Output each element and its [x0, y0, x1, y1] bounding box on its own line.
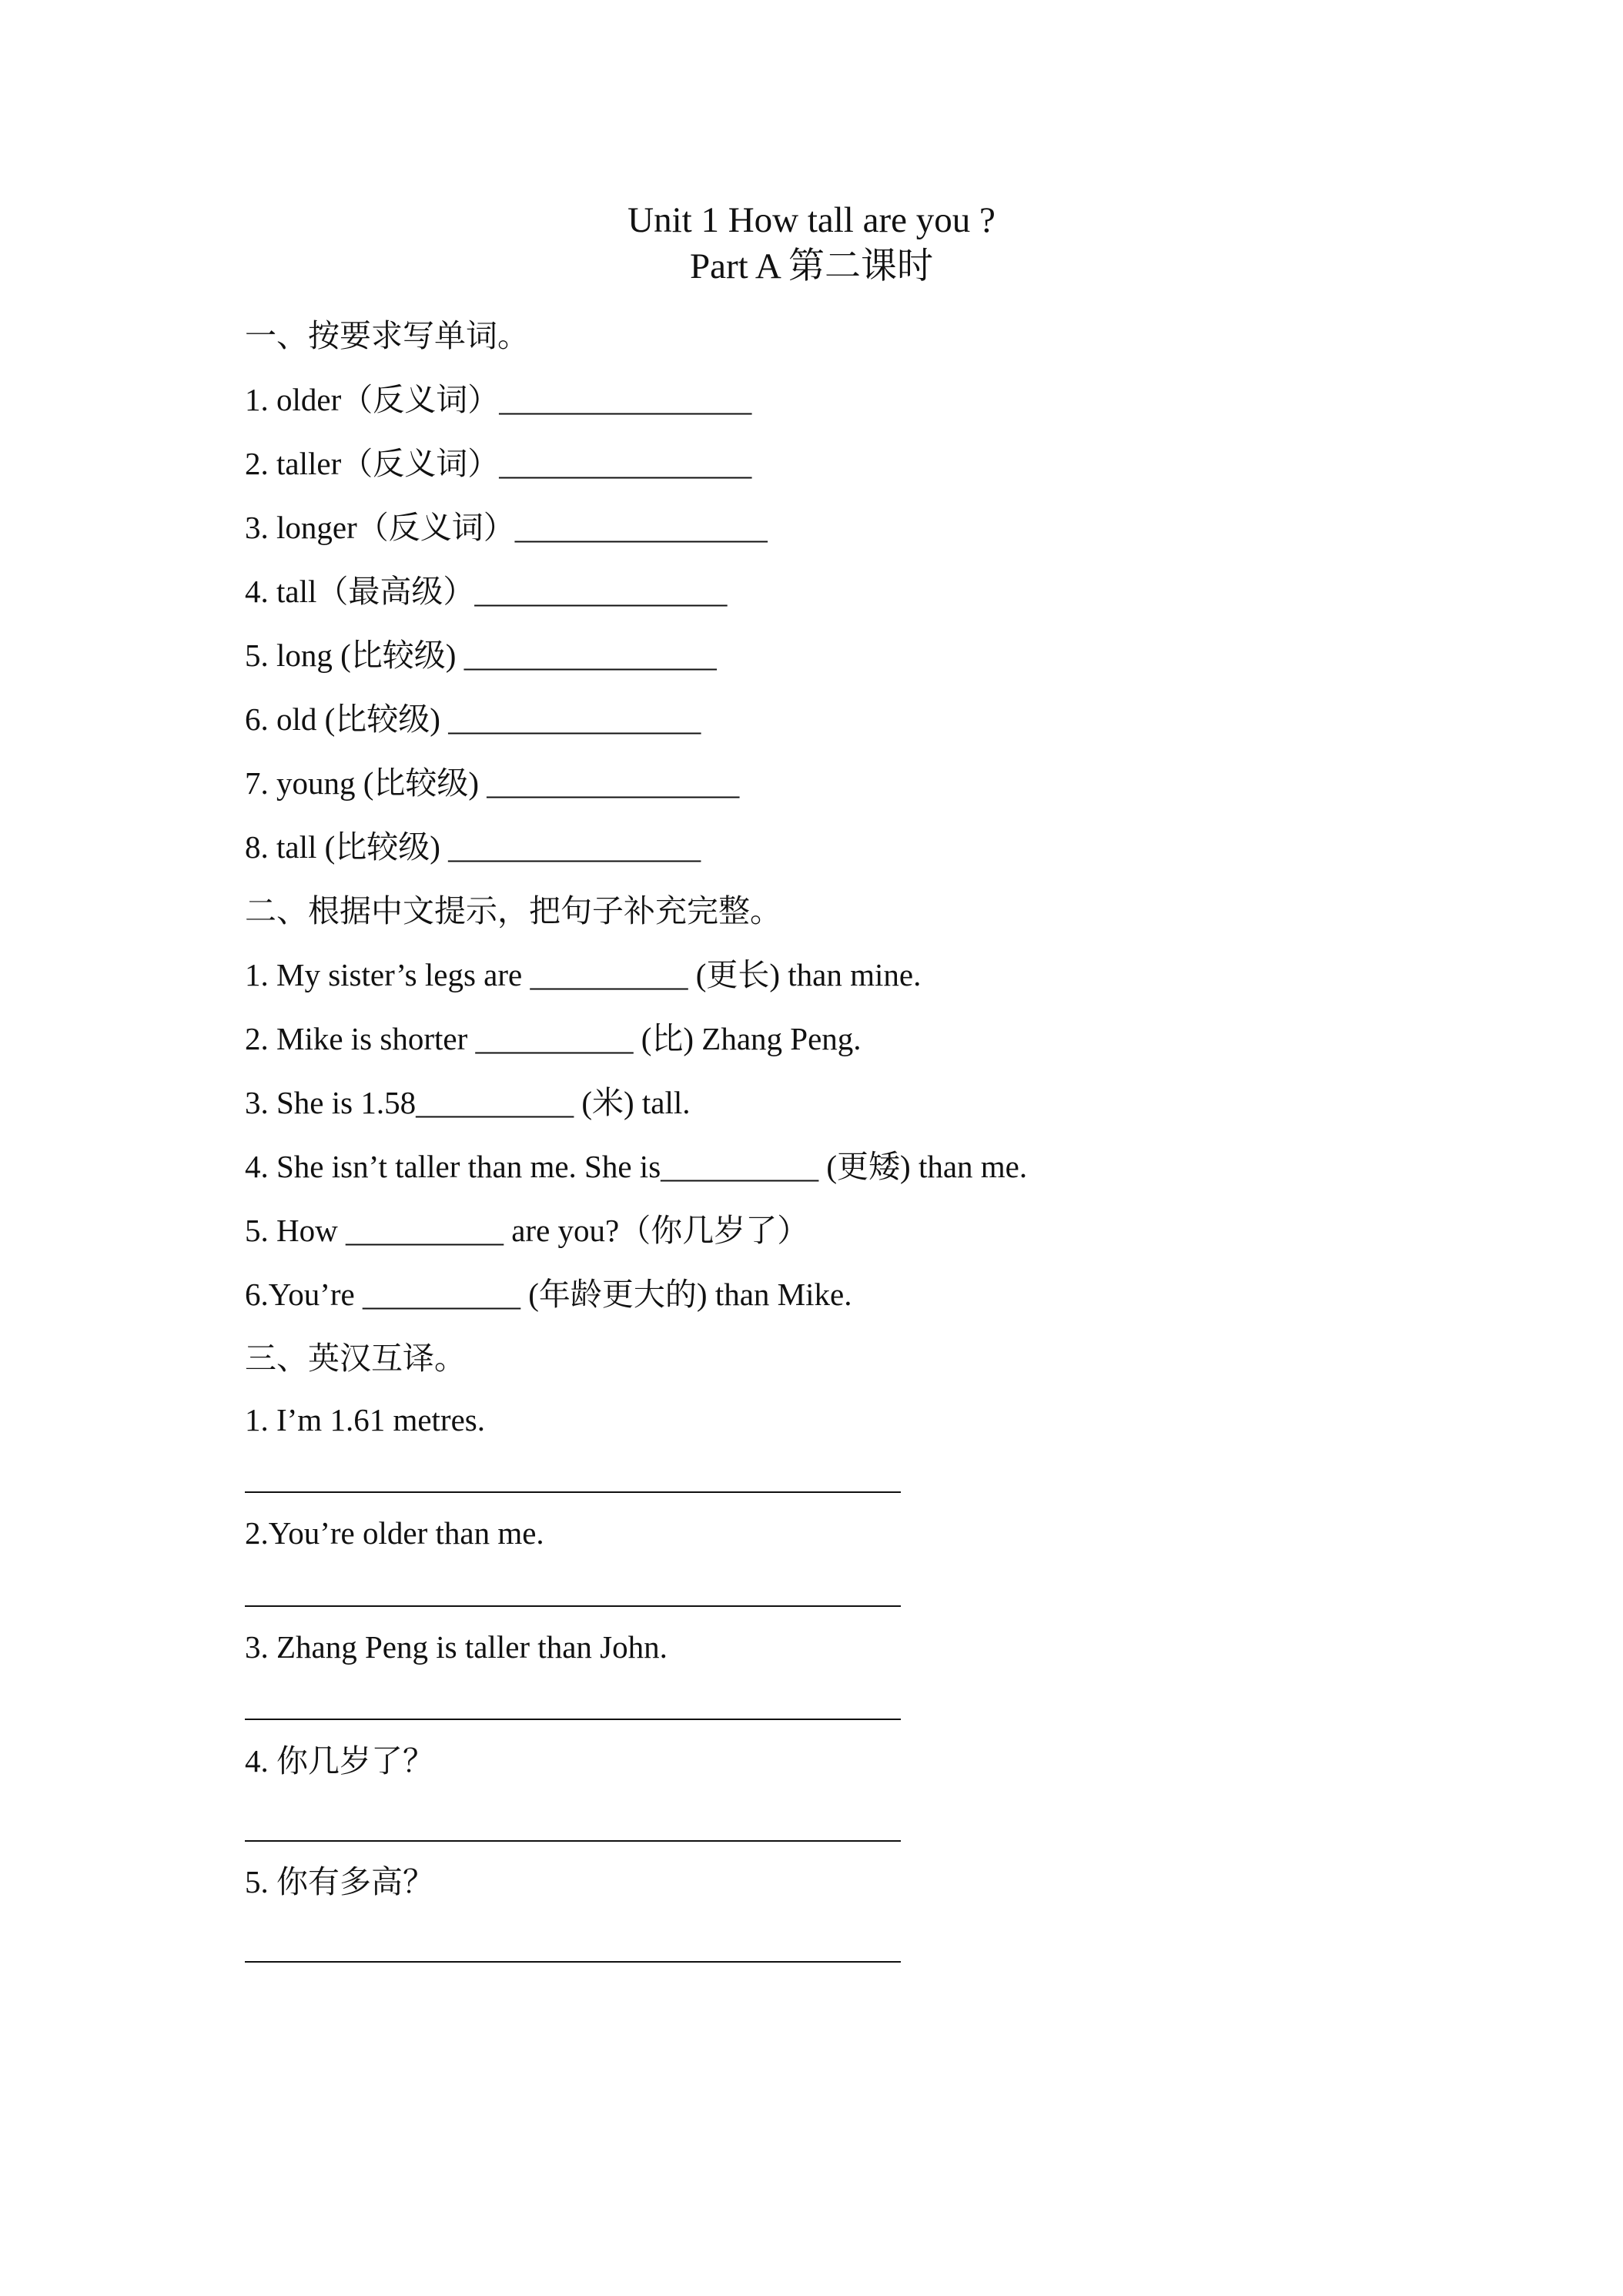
section3-question-3: 3. Zhang Peng is taller than John.: [245, 1629, 668, 1665]
section1-heading: 一、按要求写单词。: [245, 318, 529, 353]
page-title: Unit 1 How tall are you ?: [627, 200, 996, 240]
section3-question-4: 4. 你几岁了？: [245, 1743, 434, 1779]
section2-question-5: 5. How __________ are you?（你几岁了）: [245, 1213, 809, 1248]
answer-line-2: [245, 1605, 901, 1607]
section3-question-5: 5. 你有多高？: [245, 1864, 434, 1899]
section2-question-4: 4. She isn’t taller than me. She is__________ (更矮) than me.: [245, 1149, 1028, 1184]
section3-question-2: 2.You’re older than me.: [245, 1515, 544, 1551]
section1-question-3: 3. longer（反义词）________________: [245, 510, 768, 545]
answer-line-1: [245, 1491, 901, 1493]
section1-question-2: 2. taller（反义词）________________: [245, 446, 752, 481]
section1-question-5: 5. long (比较级) ________________: [245, 638, 717, 673]
section1-question-7: 7. young (比较级) ________________: [245, 765, 740, 801]
section1-question-6: 6. old (比较级) ________________: [245, 701, 701, 737]
section1-question-8: 8. tall (比较级) ________________: [245, 829, 701, 865]
answer-line-5: [245, 1961, 901, 1963]
section2-question-2: 2. Mike is shorter __________ (比) Zhang Peng.: [245, 1021, 862, 1056]
section1-question-1: 1. older（反义词）________________: [245, 382, 752, 417]
section3-heading: 三、英汉互译。: [245, 1340, 466, 1376]
section2-question-1: 1. My sister’s legs are __________ (更长) than mine.: [245, 957, 922, 992]
section1-question-4: 4. tall（最高级）________________: [245, 574, 728, 609]
answer-line-4: [245, 1840, 901, 1842]
section3-question-1: 1. I’m 1.61 metres.: [245, 1402, 485, 1438]
section2-question-6: 6.You’re __________ (年龄更大的) than Mike.: [245, 1277, 852, 1312]
answer-line-3: [245, 1719, 901, 1720]
section2-heading: 二、根据中文提示，把句子补充完整。: [245, 893, 781, 929]
page-subtitle: Part A 第二课时: [690, 246, 933, 286]
section2-question-3: 3. She is 1.58__________ (米) tall.: [245, 1085, 691, 1120]
